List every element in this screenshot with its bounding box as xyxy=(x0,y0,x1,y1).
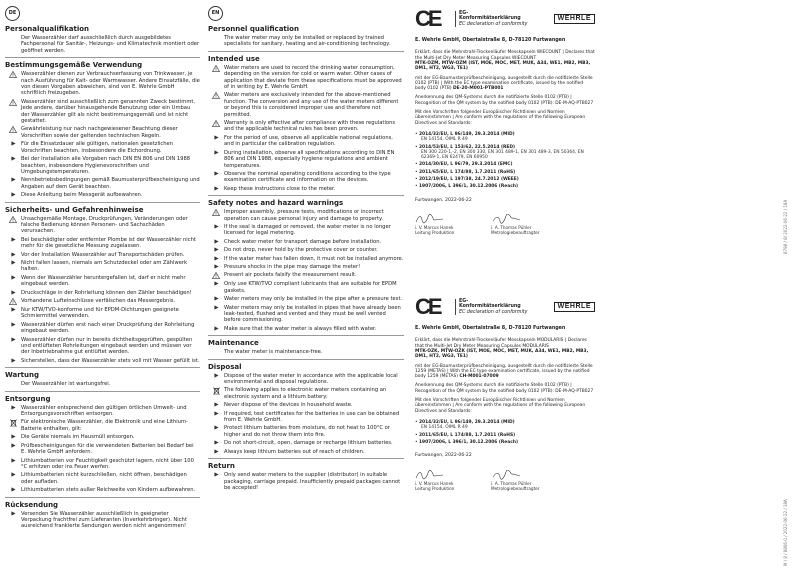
eu-title-en: EC declaration of conformity xyxy=(459,309,528,315)
list-item xyxy=(208,411,404,424)
warning-triangle-icon xyxy=(208,120,224,133)
bullet-arrow-icon xyxy=(208,224,224,237)
bullet-arrow-icon xyxy=(208,150,224,169)
crossed-bin-icon xyxy=(208,387,224,400)
declaration-wiecount xyxy=(415,6,595,235)
directive-name: 2012/19/EU, L 197/38, 24.7.2012 (WEEE) xyxy=(419,177,519,183)
list-item xyxy=(208,472,404,491)
divider xyxy=(208,51,404,52)
list-item xyxy=(5,458,200,471)
directive-name: 1907/2006, L 396/1, 30.12.2006 (Reach) xyxy=(419,184,518,190)
list-item-text: Wasserzähler dürfen erst nach einer Druckprüfung der Rohrleitung eingebaut werden. xyxy=(21,321,195,335)
list-item-text: Unsachgemäße Montage, Druckprüfungen, Veränderungen oder falsche Bedienung können Personen- und Sachschäden verursachen. xyxy=(21,215,188,235)
signatures xyxy=(415,470,595,491)
bullet-arrow-icon xyxy=(5,487,21,493)
certificate-text xyxy=(415,76,595,92)
directive-name: 2011/65/EU, L 174/88, 1.7.2011 (RoHS) xyxy=(419,169,516,175)
bullet-arrow-icon xyxy=(5,443,21,456)
directive-name: 2014/30/EU, L 96/79, 29.3.2014 (EMC) xyxy=(419,162,513,168)
bullet-arrow-icon xyxy=(5,322,21,335)
list-item-text: Always keep lithium batteries out of reach of children. xyxy=(224,448,365,455)
list-item-text: Present air pockets falsify the measurement result. xyxy=(224,272,357,279)
list-item xyxy=(208,171,404,184)
list-item-text: Water meters are used to record the drinking water consumption, depending on the version for cold or warm water. Other cases of application that deviate from these specifications must be approved of in writing by E. Wehrle GmbH. xyxy=(224,64,402,91)
list-item xyxy=(208,402,404,408)
certificate-description: mit der EG-Baumusterprüfbescheinigung, ausgestellt durch die notifizierte Stelle 1259 (METAS) | With the EC type examination certificate, issued by the notified body 1259 (METAS) xyxy=(415,363,593,380)
list-item-text: Wasserzähler sind ausschließlich zum genannten Zweck bestimmt. Jede andere, darüber hinausgehende Benutzung oder ein Umbau der Wasserzähler gilt als nicht bestimmungsgemäß und ist nicht gestattet. xyxy=(21,98,196,125)
signatures xyxy=(415,214,595,235)
signer-role: Leitung Produktion xyxy=(415,485,455,491)
bullet-arrow-icon xyxy=(5,472,21,485)
eu-title-de: EG-Konformitätserklärung xyxy=(459,298,521,310)
directive-name: 2014/32/EU, L 96/149, 29.3.2014 (MID) xyxy=(419,131,515,137)
bullet-arrow-icon xyxy=(5,237,21,250)
list-item-text: Wasserzähler dienen zur Verbrauchserfassung von Trinkwasser, je nach Ausführung für Kalt- oder Warmwasser. Andere Einsatzfälle, die von diesen Vorgaben abweichen, sind von E. Wehrle GmbH schriftlich freizugeben. xyxy=(21,71,200,97)
intro-text: Erklärt, dass die Mehrstrahl-Trockenläufer Messkapseln MODULARIS | Declares that the Multi-Jet Dry Meter Measuring Capsules MODULARIS xyxy=(415,338,587,349)
model-list: MTK-OZM, MTW-OZM (IST, MOE, MOC, MET, MUK, A34, WE1, MB2, MB3, DM1, HT2, WG3, TE1) xyxy=(415,61,591,72)
list-item-text: If the seal is damaged or removed, the water meter is no longer licensed for legal metering. xyxy=(224,223,391,237)
list-item-text: Für elektronische Wasserzähler, die Elektronik und eine Lithium-Batterie enthalten, gilt: xyxy=(21,419,188,432)
bullet-arrow-icon xyxy=(208,296,224,302)
list-item xyxy=(5,290,200,296)
qm-text: Anerkennung des QM-Systems durch die notifizierte Stelle 0102 (PTB) | Recognition of the QM system by the notified body 0102 (PTB): DE-M-AQ-PTB027 xyxy=(415,383,594,394)
list-item xyxy=(208,425,404,438)
list-item-text: Gewährleistung nur nach nachgewiesener Beachtung dieser Vorschriften sowie der geltenden technischen Regeln. xyxy=(21,126,178,139)
de-safety-heading: Sicherheits- und Gefahrenhinweise xyxy=(5,205,144,214)
declaration-intro xyxy=(415,50,595,71)
list-item xyxy=(5,487,200,493)
list-item-text: Prüfbescheinigungen für die verwendeten Batterien bei Bedarf bei E. Wehrle GmbH anfordern. xyxy=(21,442,194,456)
list-item-text: Lithiumbatterien nicht kurzschließen, nicht öffnen, beschädigen oder aufladen. xyxy=(21,472,187,485)
list-item xyxy=(208,150,404,169)
bullet-arrow-icon xyxy=(208,449,224,455)
list-item xyxy=(5,141,200,154)
de-return-heading: Rücksendung xyxy=(5,500,59,509)
list-item xyxy=(5,126,200,139)
de-personnel-text: Der Wasserzähler darf ausschließlich durch ausgebildetes Fachpersonal für Sanitär-, Heizungs- und Klimatechnik montiert oder geöffnet werden. xyxy=(21,35,200,54)
list-item-text: Bei beschädigter oder entfernter Plombe ist der Wasserzähler nicht mehr für die gesetzliche Messung zugelassen. xyxy=(21,236,196,250)
en-personnel-text: The water meter may only be installed or replaced by trained specialists for sanitary, heating and air-conditioning technology. xyxy=(224,35,391,48)
list-item-text: Water meters may only be installed in pipes that have already been leak-tested, flushed and vented and they must be well vented before commissioning. xyxy=(224,304,401,324)
list-item xyxy=(208,296,404,302)
de-return-list xyxy=(5,511,200,530)
de-disposal-heading: Entsorgung xyxy=(5,394,51,403)
bullet-arrow-icon xyxy=(208,402,224,408)
list-item-text: Improper assembly, pressure tests, modifications or incorrect operation can cause personal injury and damage to property. xyxy=(224,209,384,222)
signature-block xyxy=(491,470,549,491)
list-item-text: Dispose of the water meter in accordance with the applicable local environmental and disposal regulations. xyxy=(224,372,398,386)
divider xyxy=(5,367,200,368)
signature-block xyxy=(415,214,473,235)
directive-item: • 1907/2006, L 396/1, 30.12.2006 (Reach) xyxy=(415,439,518,445)
list-item-text: Check water meter for transport damage before installation. xyxy=(224,238,382,245)
divider xyxy=(5,202,200,203)
list-item xyxy=(5,177,200,190)
bullet-arrow-icon xyxy=(208,425,224,438)
directive-item: • 2011/65/EU, L 174/88, 1.7.2011 (RoHS) xyxy=(415,432,516,438)
list-item-text: Nicht fallen lassen, niemals am Schutzdeckel oder am Zählwerk halten. xyxy=(21,259,188,273)
en-return-heading: Return xyxy=(208,462,235,471)
bullet-arrow-icon xyxy=(208,373,224,386)
list-item-text: Diese Anleitung beim Messgerät aufbewahren. xyxy=(21,192,143,199)
list-item xyxy=(5,307,200,320)
de-maintenance-heading: Wartung xyxy=(5,371,39,380)
warning-triangle-icon xyxy=(208,209,224,222)
bullet-arrow-icon xyxy=(5,511,21,530)
list-item-text: For the period of use, observe all applicable national regulations, and in particular the calibration regulation. xyxy=(224,134,393,148)
en-maintenance-heading: Maintenance xyxy=(208,339,259,348)
list-item xyxy=(5,419,200,432)
place-date: Furtwangen, 2022-06-22 xyxy=(415,197,472,203)
conformity-text: Mit den Vorschriften folgender Europäischer Richtlinien und Normen übereinstimmen | Are conform with the regulations of the following European Directives and Standards: xyxy=(415,398,586,414)
place-date: Furtwangen, 2022-06-22 xyxy=(415,453,472,459)
signer-role: Leitung Produktion xyxy=(415,230,455,236)
list-item xyxy=(208,449,404,455)
bullet-arrow-icon xyxy=(5,307,21,320)
signer-name: i. A. Thomas Pühler xyxy=(491,480,532,486)
list-item xyxy=(5,405,200,418)
company-address: E. Wehrle GmbH, Obertalstraße 8, D-78120 Furtwangen xyxy=(415,38,566,43)
certificate-number: DE-20-M001-PTB001 xyxy=(453,86,504,92)
list-item-text: Vorhandene Lufteinschlüsse verfälschen das Messergebnis. xyxy=(21,298,176,304)
bullet-arrow-icon xyxy=(208,171,224,184)
wehrle-logo: WEHRLE xyxy=(554,14,595,24)
list-item xyxy=(208,326,404,332)
signature-block xyxy=(415,470,473,491)
list-item xyxy=(208,264,404,270)
list-item-text: Die Geräte niemals im Hausmüll entsorgen. xyxy=(21,434,135,441)
list-item xyxy=(5,260,200,273)
directive-item: • 2014/32/EU, L 96/149, 29.3.2014 (MID) EN 14154, OIML R 49 xyxy=(415,132,595,143)
list-item xyxy=(208,272,404,279)
bullet-arrow-icon xyxy=(208,281,224,294)
directive-item: • 2014/53/EU, L 153/62, 22.5.2014 (RED) EN 300 220-1,-2, EN 300 330, EN 301 489-1, EN 301 489-3, EN 50364, EN 62369-1, EN 62479, EN 60950 xyxy=(415,145,595,161)
en-safety-heading: Safety notes and hazard warnings xyxy=(208,199,344,208)
directive-item: • 2012/19/EU, L 197/38, 24.7.2012 (WEEE) xyxy=(415,177,519,183)
en-maintenance-text: The water meter is maintenance-free. xyxy=(224,349,323,356)
bullet-arrow-icon xyxy=(5,358,21,364)
list-item-text: Wenn der Wasserzähler heruntergefallen ist, darf er nicht mehr eingebaut werden. xyxy=(21,274,186,288)
english-column xyxy=(208,6,404,493)
divider xyxy=(208,195,404,196)
qm-text: Anerkennung des QM-Systems durch die notifizierte Stelle 0102 (PTB) | Recognition of the QM system by the notified body 0102 (PTB): DE-M-AQ-PTB027 xyxy=(415,95,594,106)
bullet-arrow-icon xyxy=(5,337,21,356)
list-item-text: If required, test certificates for the batteries in use can be obtained from E. Wehrle GmbH. xyxy=(224,410,400,424)
directive-name: 2011/65/EU, L 174/88, 1.7.2011 (RoHS) xyxy=(419,432,516,438)
language-badge-de: DE xyxy=(5,6,20,21)
conformity-text: Mit den Vorschriften folgender Europäischer Richtlinien und Normen übereinstimmen | Are conform with the regulations of the following European Directives and Standards: xyxy=(415,110,586,126)
list-item xyxy=(5,358,200,364)
list-item xyxy=(208,224,404,237)
list-item xyxy=(208,209,404,222)
list-item xyxy=(208,373,404,386)
directive-standards: EN 14154, OIML R 49 xyxy=(421,137,468,143)
list-item-text: Lithiumbatterien vor Feuchtigkeit geschützt lagern, nicht über 100 °C erhitzen oder ins Feuer werfen. xyxy=(21,457,194,470)
directive-item: • 1907/2006, L 396/1, 30.12.2006 (Reach) xyxy=(415,184,518,190)
list-item xyxy=(208,65,404,91)
divider xyxy=(208,359,404,360)
bullet-arrow-icon xyxy=(208,326,224,332)
de-disposal-list xyxy=(5,405,200,494)
signer-name: i. A. Thomas Pühler xyxy=(491,225,532,231)
eu-title-en: EC declaration of conformity xyxy=(459,21,528,27)
directive-item: • 2014/30/EU, L 96/79, 29.3.2014 (EMC) xyxy=(415,162,513,168)
german-column xyxy=(5,6,200,532)
list-item-text: Make sure that the water meter is always filled with water. xyxy=(224,325,377,332)
list-item xyxy=(5,275,200,288)
bullet-arrow-icon xyxy=(5,252,21,258)
ce-mark: CE xyxy=(415,5,440,31)
list-item-text: Never dispose of the devices in household waste. xyxy=(224,402,353,409)
signer-role: Metrologiebeauftragter xyxy=(491,230,540,236)
warning-triangle-icon xyxy=(5,298,21,305)
en-intended-use-list xyxy=(208,65,404,192)
bullet-arrow-icon xyxy=(208,305,224,324)
en-disposal-list xyxy=(208,373,404,455)
list-item-text: Für die Einsatzdauer alle gültigen, nationalen gesetzlichen Vorschriften beachten, insbesondere die Eichordnung. xyxy=(21,141,173,154)
signature-icon xyxy=(491,214,549,224)
signature-block xyxy=(491,214,549,235)
eu-declaration-title xyxy=(455,299,529,316)
bullet-arrow-icon xyxy=(5,275,21,288)
divider xyxy=(5,57,200,58)
declaration-modularis xyxy=(415,294,595,491)
list-item xyxy=(5,71,200,97)
warning-triangle-icon xyxy=(208,272,224,279)
bullet-arrow-icon xyxy=(5,177,21,190)
warning-triangle-icon xyxy=(208,65,224,91)
declaration-intro xyxy=(415,338,595,359)
list-item xyxy=(5,156,200,175)
bullet-arrow-icon xyxy=(208,411,224,424)
list-item-text: Protect lithium batteries from moisture, do not heat to 100°C or higher and do not throw them into fire. xyxy=(224,425,390,438)
list-item-text: Wasserzähler entsprechend den gültigen örtlichen Umwelt- und Entsorgungsvorschriften entsorgen. xyxy=(21,404,187,418)
list-item xyxy=(5,443,200,456)
list-item-text: Warranty is only effective after compliance with these regulations and the applicable technical rules has been proven. xyxy=(224,120,396,133)
list-item xyxy=(208,281,404,294)
signer-role: Metrologiebeauftragter xyxy=(491,485,540,491)
signer-name: i. V. Marcus Hanek xyxy=(415,225,454,231)
directive-item: • 2011/65/EU, L 174/88, 1.7.2011 (RoHS) xyxy=(415,169,516,175)
list-item-text: Nennbetriebsbedingungen gemäß Baumusterprüfbescheinigung und Angaben auf dem Gerät beachten. xyxy=(21,177,200,190)
bullet-arrow-icon xyxy=(5,156,21,175)
list-item xyxy=(208,239,404,245)
list-item-text: Water meters may only be installed in the pipe after a pressure test. xyxy=(224,296,403,303)
list-item xyxy=(5,472,200,485)
company-address: E. Wehrle GmbH, Obertalstraße 8, D-78120 Furtwangen xyxy=(415,326,566,331)
directive-standards: EN 300 220-1,-2, EN 300 330, EN 301 489-1, EN 301 489-3, EN 50364, EN 62369-1, EN 62479, EN 60950 xyxy=(421,149,584,161)
bullet-arrow-icon xyxy=(208,186,224,192)
divider xyxy=(5,497,200,498)
list-item-text: Lithiumbatterien stets außer Reichweite von Kindern aufbewahren. xyxy=(21,487,196,494)
side-code-top: 8798 / 8/ 2022-06-22 / 18A xyxy=(783,199,788,254)
list-item xyxy=(208,186,404,192)
list-item-text: Do not short-circuit, open, damage or recharge lithium batteries. xyxy=(224,440,393,447)
list-item xyxy=(208,120,404,133)
warning-triangle-icon xyxy=(208,92,224,118)
list-item-text: Wasserzähler dürfen nur in bereits dichtheitsgeprüften, gespülten und entlüfteten Rohrleitungen eingebaut werden und müssen vor der Inbetriebnahme gut entlüftet werden. xyxy=(21,336,193,356)
bullet-arrow-icon xyxy=(5,260,21,273)
list-item-text: Only use KTW/TVO compliant lubricants that are suitable for EPDM gaskets. xyxy=(224,281,397,294)
certificate-text xyxy=(415,364,595,380)
warning-triangle-icon xyxy=(5,126,21,139)
de-intended-use-list xyxy=(5,71,200,198)
list-item-text: Nur KTW/TVO-konforme und für EPDM-Dichtungen geeignete Schmiermittel verwenden. xyxy=(21,307,179,320)
list-item xyxy=(5,337,200,356)
list-item xyxy=(5,434,200,440)
directive-list xyxy=(415,132,595,190)
list-item-text: Pressure shocks in the pipe may damage the meter! xyxy=(224,263,361,270)
directive-item: • 2014/32/EU, L 96/149, 29.3.2014 (MID) EN 14154, OIML R 49 xyxy=(415,420,595,431)
list-item xyxy=(5,252,200,258)
list-item xyxy=(208,440,404,446)
bullet-arrow-icon xyxy=(208,247,224,253)
warning-triangle-icon xyxy=(5,99,21,125)
bullet-arrow-icon xyxy=(5,192,21,198)
eu-declaration-title xyxy=(455,11,529,28)
directive-list xyxy=(415,420,595,445)
model-list: MTK-OZK, MTW-OZK (IST, MOE, MOC, MET, MUK, A34, WE1, MB2, MB3, DM1, HT2, WG3, TE1) xyxy=(415,349,589,360)
list-item xyxy=(208,247,404,253)
bullet-arrow-icon xyxy=(208,264,224,270)
list-item-text: Observe the nominal operating conditions according to the type examination certificate and information on the devices. xyxy=(224,170,391,184)
list-item-text: Druckschläge in der Rohrleitung können den Zähler beschädigen! xyxy=(21,289,192,296)
declaration-header xyxy=(415,6,595,32)
directive-name: 2014/53/EU, L 153/62, 22.5.2014 (RED) xyxy=(419,144,515,150)
divider xyxy=(208,458,404,459)
bullet-arrow-icon xyxy=(5,405,21,418)
en-disposal-heading: Disposal xyxy=(208,362,242,371)
directive-name: 1907/2006, L 396/1, 30.12.2006 (Reach) xyxy=(419,439,518,445)
bullet-arrow-icon xyxy=(208,256,224,262)
bullet-arrow-icon xyxy=(5,290,21,296)
de-maintenance-text: Der Wasserzähler ist wartungsfrei. xyxy=(21,381,111,388)
signature-icon xyxy=(491,470,549,480)
language-badge-en: EN xyxy=(208,6,223,21)
en-personnel-heading: Personnel qualification xyxy=(208,25,299,33)
list-item-text: The following applies to electronic water meters containing an electronic system and a lithium battery: xyxy=(224,387,387,400)
list-item xyxy=(208,256,404,262)
list-item xyxy=(5,511,200,530)
ce-mark: CE xyxy=(415,293,440,319)
signer-name: i. V. Marcus Hanek xyxy=(415,480,454,486)
wehrle-logo: WEHRLE xyxy=(554,302,595,312)
list-item xyxy=(5,216,200,235)
list-item-text: Keep these instructions close to the meter. xyxy=(224,185,336,192)
list-item-text: Only send water meters to the supplier (distributor) in suitable packaging, carriage prepaid. Insufficiently prepaid packages cannot be accepted! xyxy=(224,472,401,491)
list-item-text: Vor der Installation Wasserzähler auf Transportschäden prüfen. xyxy=(21,251,185,258)
list-item xyxy=(5,322,200,335)
bullet-arrow-icon xyxy=(208,239,224,245)
crossed-bin-icon xyxy=(5,419,21,432)
signature-icon xyxy=(415,214,473,224)
bullet-arrow-icon xyxy=(5,141,21,154)
de-intended-use-heading: Bestimmungsgemäße Verwendung xyxy=(5,61,143,70)
list-item xyxy=(208,92,404,118)
list-item xyxy=(5,99,200,125)
list-item-text: If the water meter has fallen down, it must not be installed anymore. xyxy=(224,255,404,262)
divider xyxy=(5,391,200,392)
intro-text: Erklärt, dass die Mehrstrahl-Trockenläufer Messkapseln WIECOUNT | Declares that the Multi-Jet Dry Meter Measuring Capsules WIECOUNT xyxy=(415,50,595,61)
list-item-text: During installation, observe all specifications according to DIN EN 806 and DIN 1988, especially hygiene regulations and ambient temperatures. xyxy=(224,149,395,169)
de-personnel-heading: Personalqualifikation xyxy=(5,25,90,33)
list-item-text: Bei der Installation alle Vorgaben nach DIN EN 806 und DIN 1988 beachten, insbesondere Hygienevorschriften und Umgebungstemperaturen. xyxy=(21,156,191,175)
list-item-text: Water meters are exclusively intended for the above-mentioned function. The conversion and any use of the water meters different or beyond this is considered improper use and therefore not permitted. xyxy=(224,92,399,118)
warning-triangle-icon xyxy=(5,71,21,97)
bullet-arrow-icon xyxy=(208,472,224,491)
list-item xyxy=(208,135,404,148)
directive-name: 2014/32/EU, L 96/149, 29.3.2014 (MID) xyxy=(419,419,515,425)
declaration-header xyxy=(415,294,595,320)
warning-triangle-icon xyxy=(5,216,21,235)
en-intended-use-heading: Intended use xyxy=(208,54,260,63)
bullet-arrow-icon xyxy=(208,440,224,446)
list-item xyxy=(208,305,404,324)
certificate-number: CH-M001-07009 xyxy=(459,374,499,380)
list-item xyxy=(5,192,200,198)
directive-standards: EN 14154, OIML R 49 xyxy=(421,425,468,431)
bullet-arrow-icon xyxy=(5,458,21,471)
bullet-arrow-icon xyxy=(5,434,21,440)
de-safety-list xyxy=(5,216,200,365)
list-item xyxy=(5,237,200,250)
signature-icon xyxy=(415,470,473,480)
en-safety-list xyxy=(208,209,404,332)
list-item-text: Do not drop, never hold by the protective cover or counter. xyxy=(224,247,378,254)
list-item xyxy=(208,387,404,400)
list-item xyxy=(5,298,200,305)
certificate-description: mit der EG-Baumusterprüfbescheinigung, ausgestellt durch die notifizierte Stelle 0102 (PTB) | With the EC type examination certificate, issued by the notified body 0102 (PTB) xyxy=(415,75,593,92)
eu-title-de: EG-Konformitätserklärung xyxy=(459,10,521,22)
side-code-bottom: M / 8 / 8806-0 / 2022-06-22 / 18A xyxy=(783,499,788,566)
list-item-text: Sicherstellen, dass der Wasserzähler stets voll mit Wasser gefüllt ist. xyxy=(21,357,200,364)
list-item-text: Versenden Sie Wasserzähler ausschließlich in geeigneter Verpackung frachtfrei zum Lieferanten (Inverkehrbringer). Nicht ausreichend frankierte Sendungen werden nicht angenommen! xyxy=(21,510,187,530)
divider xyxy=(208,335,404,336)
bullet-arrow-icon xyxy=(208,135,224,148)
en-return-list xyxy=(208,472,404,491)
